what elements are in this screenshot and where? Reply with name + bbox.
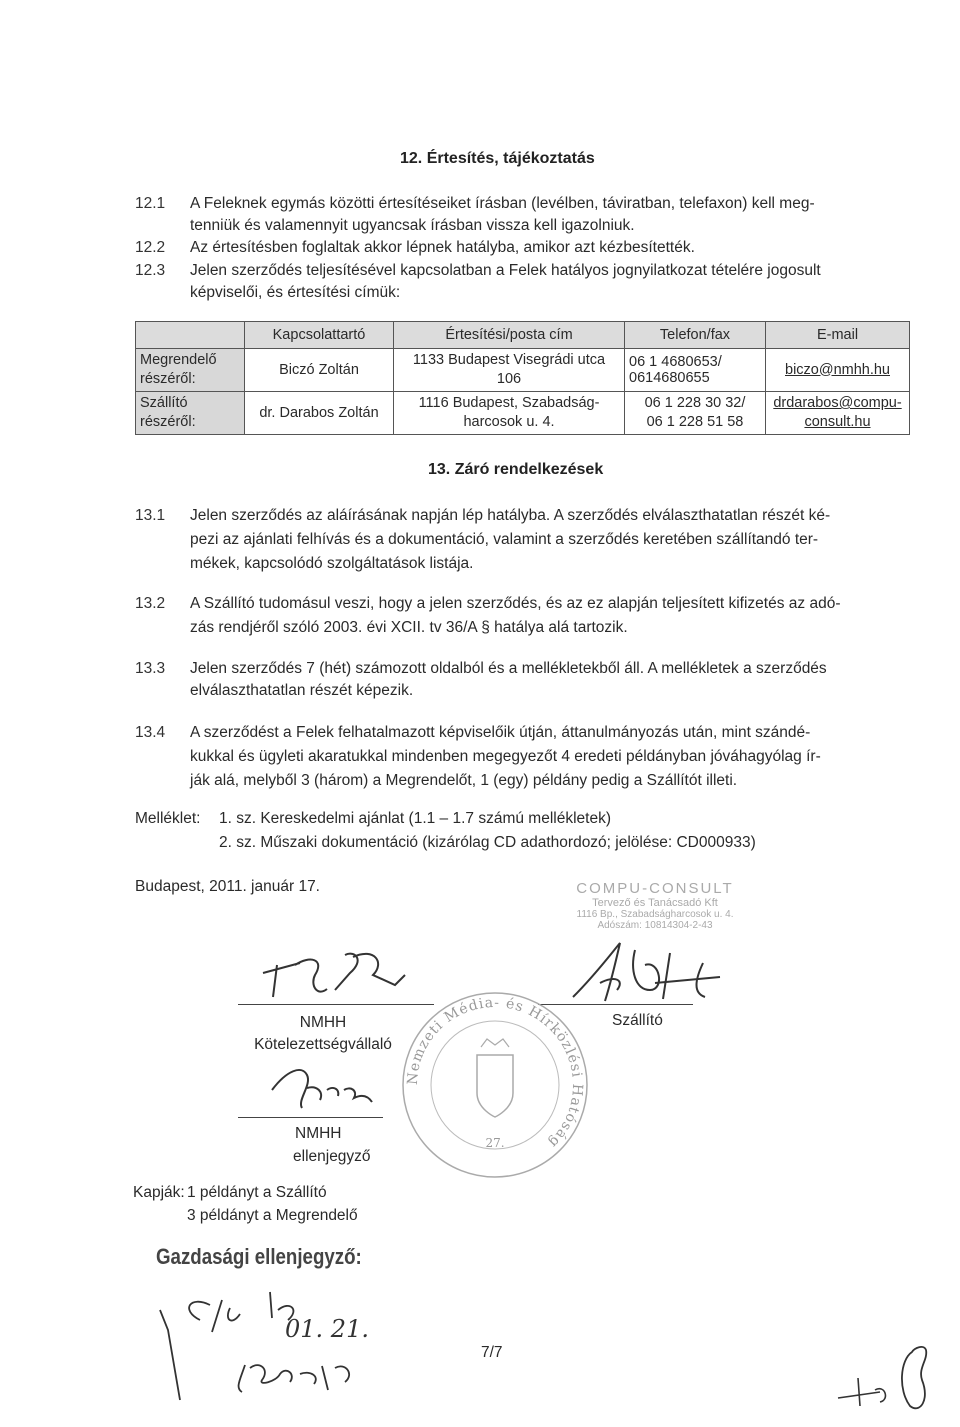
address-line: 106 xyxy=(496,371,522,387)
clause-line: képviselői, és értesítési címük: xyxy=(190,284,401,301)
signatory-role: ellenjegyző xyxy=(293,1148,371,1165)
table-header-cell: Kapcsolattartó xyxy=(245,322,394,349)
section-13-title: 13. Záró rendelkezések xyxy=(428,461,604,478)
clause-line: Jelen szerződés 7 (hét) számozott oldalból és a mellékletekből áll. A mellékletek a szerződés xyxy=(190,660,827,677)
clause-line: tenniük és valamennyit ugyancsak írásban vissza kell igazolniuk. xyxy=(190,217,635,234)
table-header-row xyxy=(136,322,910,349)
clause-line: Jelen szerződés az aláírásának napján lép hatályba. A szerződés elválaszthatatlan részét ké- xyxy=(190,507,831,524)
signatory-org: NMHH xyxy=(295,1125,342,1142)
clause-number: 12.3 xyxy=(135,262,166,279)
table-header-cell: Telefon/fax xyxy=(625,322,766,349)
attachment-item: 2. sz. Műszaki dokumentáció (kizárólag CD adathordozó; jelölése: CD000933) xyxy=(219,834,756,851)
email-cell xyxy=(766,392,910,435)
distribution-line: 3 példányt a Megrendelő xyxy=(187,1207,358,1224)
phone-line: 06 1 4680653/ xyxy=(629,354,722,370)
seal-ring-text: Nemzeti Média- és Hírközlési Hatóság xyxy=(404,994,586,1152)
stamp-line: Adószám: 10814304-2-43 xyxy=(597,920,713,931)
table-header-cell: Értesítési/posta cím xyxy=(394,322,625,349)
signing-date: Budapest, 2011. január 17. xyxy=(135,878,320,895)
contact-cell: dr. Darabos Zoltán xyxy=(245,392,394,435)
signature-line xyxy=(238,1117,383,1118)
contact-cell: Biczó Zoltán xyxy=(245,349,394,392)
phone-cell xyxy=(625,349,766,392)
clause-line: kukkal és ügyleti akaratukkal mindenben megegyezőt 4 eredeti példányban jóváhagyólag ír- xyxy=(190,748,821,765)
clause-line: elválaszthatatlan részét képezik. xyxy=(190,682,414,699)
email-link[interactable]: consult.hu xyxy=(804,414,871,430)
handwritten-date: 01. 21. xyxy=(285,1315,369,1343)
phone-line: 06 1 228 30 32/ xyxy=(644,395,746,411)
signatory-org: NMHH xyxy=(299,1014,347,1031)
seal-number: 27. xyxy=(485,1136,505,1150)
clause-line: A szerződést a Felek felhatalmazott képviselőik útján, áttanulmányozás után, mint szándé- xyxy=(190,724,811,741)
clause-number: 13.1 xyxy=(135,507,166,524)
distribution-label: Kapják: xyxy=(133,1184,185,1201)
clause-line: Jelen szerződés teljesítésével kapcsolatban a Felek hatályos jognyilatkozat tételére jogosult xyxy=(190,262,821,279)
clause-number: 13.2 xyxy=(135,595,166,612)
clause-line: A Szállító tudomásul veszi, hogy a jelen szerződés, és az ez alapján teljesített kifizetés az adó- xyxy=(190,595,841,612)
clause-number: 12.2 xyxy=(135,239,166,256)
attachments-label: Melléklet: xyxy=(135,810,201,827)
stamp-line: 1116 Bp., Szabadságharcosok u. 4. xyxy=(576,909,734,920)
page-number: 7/7 xyxy=(481,1344,503,1361)
party-cell xyxy=(136,349,245,392)
handwritten-signature xyxy=(262,1060,382,1120)
handwritten-initials xyxy=(830,1340,945,1420)
distribution-line: 1 példányt a Szállító xyxy=(187,1184,327,1201)
clause-line: A Feleknek egymás közötti értesítéseiket írásban (levélben, táviratban, telefaxon) kell meg- xyxy=(190,195,815,212)
attachment-item: 1. sz. Kereskedelmi ajánlat (1.1 – 1.7 számú mellékletek) xyxy=(219,810,611,827)
phone-cell xyxy=(625,392,766,435)
stamp-line: COMPU-CONSULT xyxy=(576,880,734,897)
handwritten-signature xyxy=(150,1270,380,1420)
economic-countersign-title: Gazdasági ellenjegyző: xyxy=(156,1244,362,1269)
address-line: 1133 Budapest Visegrádi utca xyxy=(412,352,606,368)
address-cell xyxy=(394,392,625,435)
clause-line: pezi az ajánlati felhívás és a dokumentáció, valamint a szerződés keretében szállítandó ter- xyxy=(190,531,819,548)
table-header-cell xyxy=(136,322,245,349)
table-row xyxy=(136,392,910,435)
clause-line: ják alá, melyből 3 (három) a Megrendelőt, 1 (egy) példány pedig a Szállítót illeti. xyxy=(190,772,738,789)
clause-number: 13.3 xyxy=(135,660,166,677)
party-cell xyxy=(136,392,245,435)
contacts-table xyxy=(135,321,910,435)
clause-line: Az értesítésben foglaltak akkor lépnek hatályba, amikor azt kézbesítették. xyxy=(190,239,695,256)
email-cell xyxy=(766,349,910,392)
stamp-line: Tervező és Tanácsadó Kft xyxy=(592,897,718,909)
signatory-role: Kötelezettségvállaló xyxy=(254,1036,392,1053)
table-header-cell: E-mail xyxy=(766,322,910,349)
party-label: részéről: xyxy=(140,414,196,430)
email-link[interactable]: biczo@nmhh.hu xyxy=(785,361,890,378)
party-label: részéről: xyxy=(140,371,196,387)
address-cell xyxy=(394,349,625,392)
email-link[interactable]: drdarabos@compu- xyxy=(773,395,902,411)
table-row xyxy=(136,349,910,392)
clause-number: 12.1 xyxy=(135,195,166,212)
phone-line: 0614680655 xyxy=(629,370,710,386)
address-line: 1116 Budapest, Szabadság- xyxy=(418,395,600,411)
company-stamp xyxy=(540,880,770,931)
official-seal-icon xyxy=(395,985,595,1185)
party-label: Megrendelő xyxy=(140,352,217,368)
clause-line: zás rendjéről szóló 2003. évi XCII. tv 36/A § hatálya alá tartozik. xyxy=(190,619,628,636)
phone-line: 06 1 228 51 58 xyxy=(646,414,744,430)
clause-line: mékek, kapcsolódó szolgáltatások listája. xyxy=(190,555,474,572)
party-label: Szállító xyxy=(140,395,188,411)
signatory-role: Szállító xyxy=(612,1012,663,1029)
section-12-title: 12. Értesítés, tájékoztatás xyxy=(400,150,595,167)
clause-number: 13.4 xyxy=(135,724,166,741)
address-line: harcosok u. 4. xyxy=(463,414,555,430)
